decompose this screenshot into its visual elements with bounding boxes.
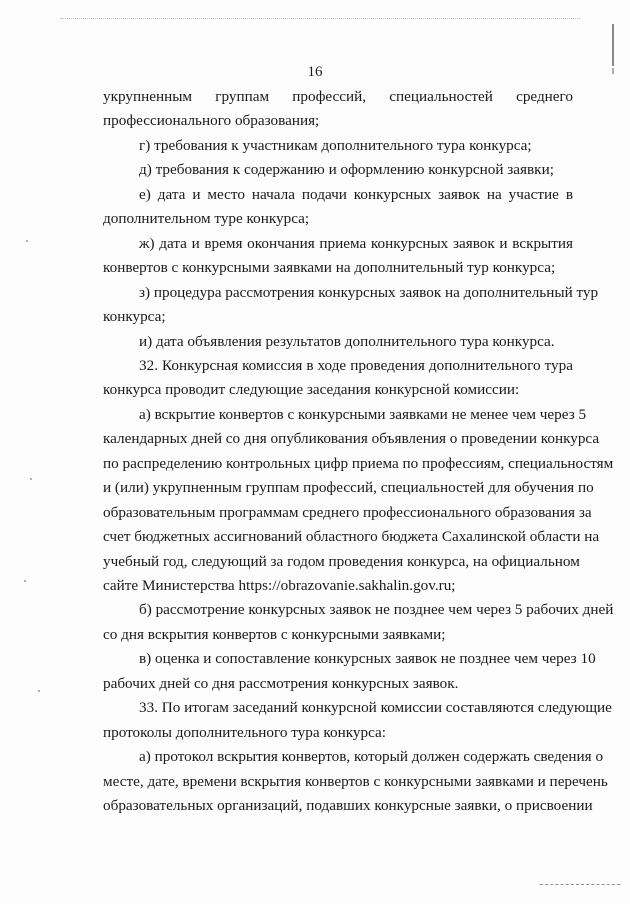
page-number: 16 <box>307 64 323 80</box>
text-line: конкурса проводит следующие заседания конкурсной комиссии: <box>103 381 520 399</box>
text-line: счет бюджетных ассигнований областного бюджета Сахалинской области на <box>103 528 600 546</box>
text-line: конкурса; <box>103 308 166 326</box>
scan-artifact-top <box>60 18 580 23</box>
scan-artifact-bottom <box>540 884 620 886</box>
text-line: з) процедура рассмотрения конкурсных заявок на дополнительный тур <box>139 283 599 301</box>
text-line: со дня вскрытия конвертов с конкурсными заявками; <box>103 625 446 643</box>
text-line: образовательных организаций, подавших конкурсные заявки, о присвоении <box>103 797 593 815</box>
text-line: сайте Министерства https://obrazovanie.sakhalin.gov.ru; <box>103 577 456 594</box>
text-line: а) вскрытие конвертов с конкурсными заявками не менее чем через 5 <box>139 405 587 423</box>
text-line: а) протокол вскрытия конвертов, который должен содержать сведения о <box>139 748 604 766</box>
text-line: укрупненным группам профессий, специальностей среднего <box>103 88 573 105</box>
text-line: месте, дате, времени вскрытия конвертов с конкурсными заявками и перечень <box>103 772 608 790</box>
text-line: конвертов с конкурсными заявками на дополнительный тур конкурса; <box>103 259 556 277</box>
text-line: и (или) укрупненным группам профессий, специальностей для обучения по <box>103 479 594 497</box>
text-line: в) оценка и сопоставление конкурсных заявок не позднее чем через 10 <box>139 650 596 668</box>
text-line: 32. Конкурсная комиссия в ходе проведения дополнительного тура <box>139 356 573 374</box>
text-line: учебный год, следующий за годом проведения конкурса, на официальном <box>103 552 580 570</box>
scan-speck <box>30 478 32 480</box>
text-line: образовательным программам среднего профессионального образования за <box>103 503 592 521</box>
text-line: дополнительном туре конкурса; <box>103 210 310 228</box>
scan-artifact-right <box>612 24 614 66</box>
text-line: ж) дата и время окончания приема конкурсных заявок и вскрытия <box>139 234 573 252</box>
text-line: и) дата объявления результатов дополнительного тура конкурса. <box>139 332 555 350</box>
scan-speck <box>24 580 26 582</box>
text-line: по распределению контрольных цифр приема по профессиям, специальностям <box>103 454 614 472</box>
text-line: протоколы дополнительного тура конкурса: <box>103 723 386 741</box>
text-line: д) требования к содержанию и оформлению конкурсной заявки; <box>139 161 554 179</box>
text-line: е) дата и место начала подачи конкурсных заявок на участие в <box>139 185 573 203</box>
text-line: календарных дней со дня опубликования объявления о проведении конкурса <box>103 430 600 448</box>
text-line: б) рассмотрение конкурсных заявок не позднее чем через 5 рабочих дней <box>139 601 614 619</box>
text-line: г) требования к участникам дополнительного тура конкурса; <box>139 136 532 154</box>
text-line: рабочих дней со дня рассмотрения конкурсных заявок. <box>103 674 459 692</box>
text-line: профессионального образования; <box>103 112 320 130</box>
scan-speck <box>38 690 40 692</box>
scan-speck <box>26 240 28 242</box>
text-line: 33. По итогам заседаний конкурсной комиссии составляются следующие <box>139 699 612 717</box>
